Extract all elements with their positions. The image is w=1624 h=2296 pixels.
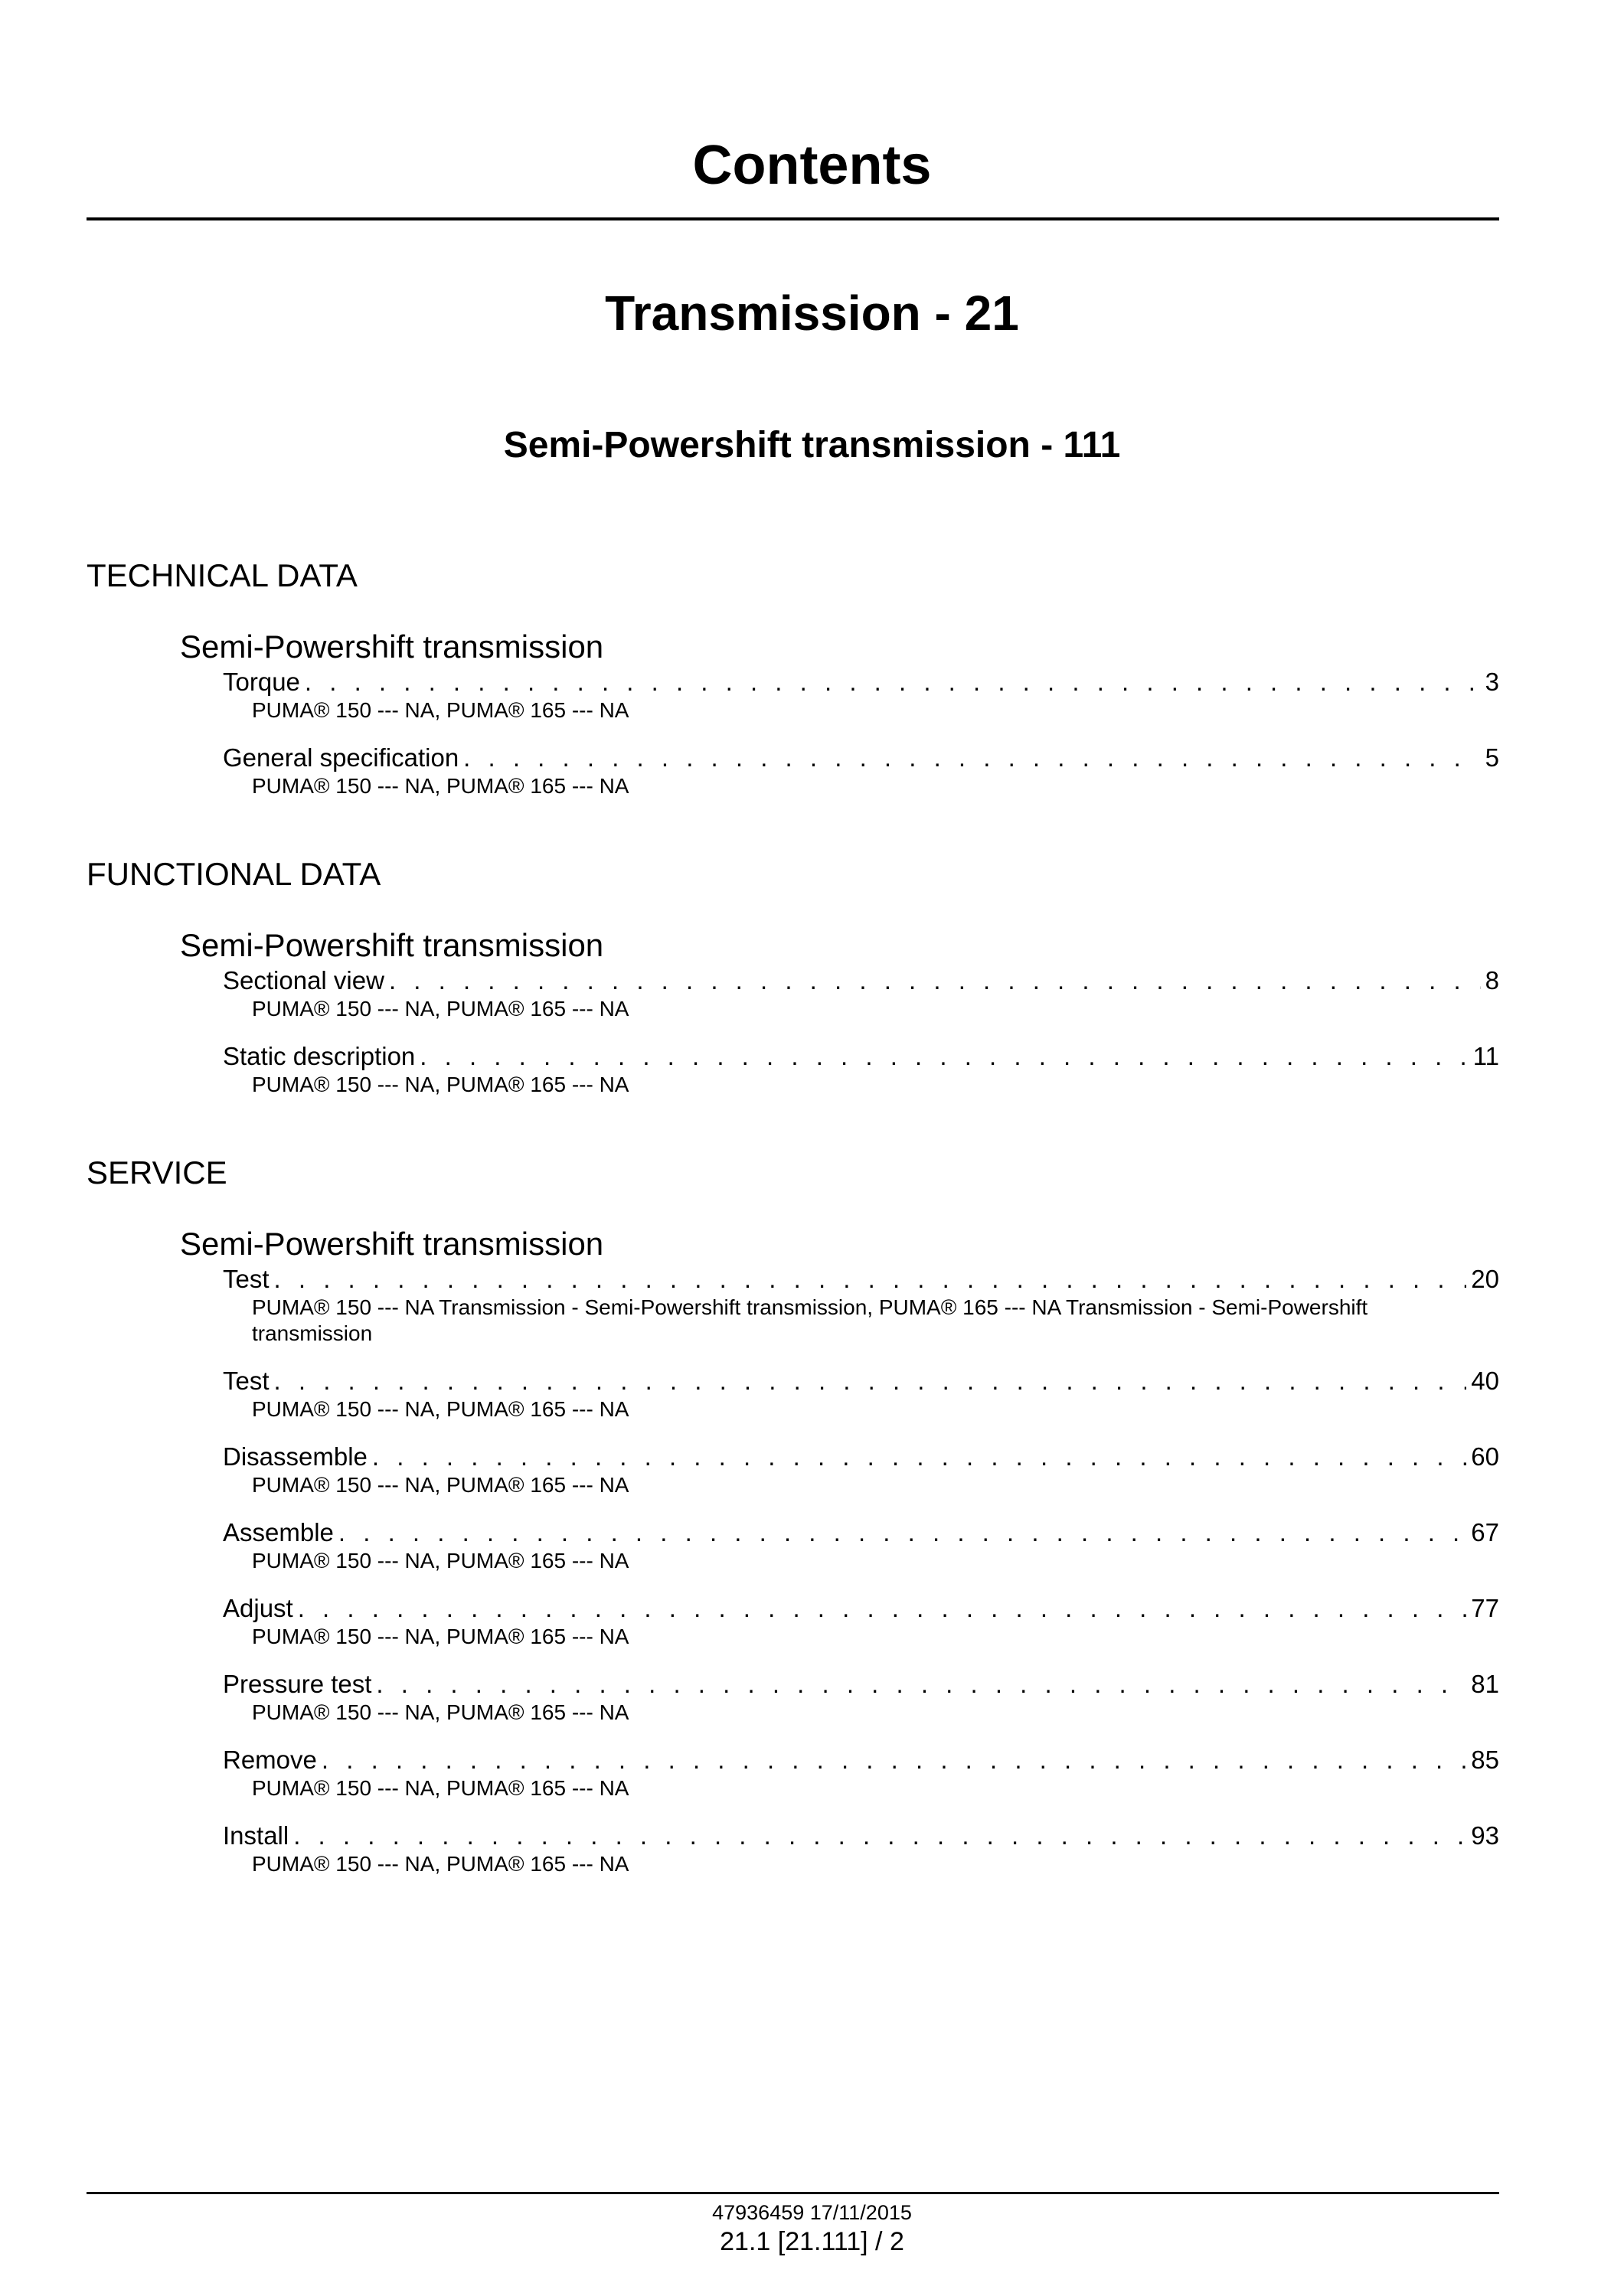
toc-part-technical-data [87,555,1499,799]
toc-entry-line [223,1442,1499,1472]
toc-entry[interactable] [223,743,1499,799]
toc-part-service [87,1152,1499,1877]
toc-entry-line [223,667,1499,697]
toc-entry[interactable] [223,1821,1499,1877]
toc-entry-title[interactable]: Assemble [223,1518,334,1546]
toc-entry[interactable] [223,1593,1499,1650]
toc-entry-title[interactable]: General specification [223,743,459,772]
footer-page-ref: 21.1 [21.111] / 2 [720,2227,904,2256]
dot-leader [298,1593,1467,1624]
table-of-contents [87,555,1499,1896]
toc-entry-title[interactable]: Adjust [223,1594,293,1622]
dot-leader [389,965,1481,996]
toc-entry-models: PUMA® 150 --- NA, PUMA® 165 --- NA [252,1700,629,1724]
toc-entry-title[interactable]: Test [223,1265,270,1293]
toc-entry[interactable] [223,1041,1499,1098]
group-heading: Semi-Powershift transmission [180,1226,604,1262]
toc-group [180,1224,1499,1877]
toc-entry[interactable] [223,1669,1499,1726]
toc-entry-page[interactable]: 11 [1472,1042,1499,1070]
toc-entry-line [223,1745,1499,1775]
toc-entry-title[interactable]: Torque [223,668,300,696]
toc-entry-title[interactable]: Install [223,1821,289,1850]
toc-entry-title[interactable]: Remove [223,1746,317,1774]
toc-entry-page[interactable]: 60 [1471,1442,1499,1471]
toc-entry-title[interactable]: Disassemble [223,1442,368,1471]
section-title: Semi-Powershift transmission - 111 [503,425,1121,465]
toc-entry-models: PUMA® 150 --- NA, PUMA® 165 --- NA [252,1852,629,1876]
dot-leader [274,1366,1467,1396]
toc-entry-line [223,1264,1499,1295]
toc-entry-line [223,1669,1499,1700]
toc-entry-models: PUMA® 150 --- NA, PUMA® 165 --- NA [252,1073,629,1096]
toc-entry[interactable] [223,1517,1499,1574]
part-spacer [87,1117,1499,1152]
footer-rule [87,2192,1499,2194]
toc-entry-page[interactable]: 67 [1471,1518,1499,1546]
toc-entry-line [223,1593,1499,1624]
footer-doc-code: 47936459 17/11/2015 [712,2201,912,2224]
toc-entry-page[interactable]: 81 [1471,1670,1499,1698]
toc-entry-models: PUMA® 150 --- NA, PUMA® 165 --- NA [252,1776,629,1800]
group-heading: Semi-Powershift transmission [180,927,604,963]
toc-entry-models: PUMA® 150 --- NA Transmission - Semi-Powershift transmission, PUMA® 165 --- NA Transmission - Semi-Powershift transmission [252,1295,1368,1345]
part-heading: SERVICE [87,1155,227,1190]
toc-entry-title[interactable]: Static description [223,1042,416,1070]
toc-entry-page[interactable]: 8 [1485,966,1499,994]
part-heading: FUNCTIONAL DATA [87,856,381,892]
toc-entry-models: PUMA® 150 --- NA, PUMA® 165 --- NA [252,1625,629,1648]
toc-entry-line [223,1366,1499,1396]
dot-leader [376,1669,1466,1700]
dot-leader [322,1745,1466,1775]
toc-entry-page[interactable]: 3 [1485,668,1499,696]
toc-entry-page[interactable]: 93 [1471,1821,1499,1850]
toc-entry-page[interactable]: 20 [1471,1265,1499,1293]
toc-entry-title[interactable]: Sectional view [223,966,384,994]
toc-entry-page[interactable]: 85 [1471,1746,1499,1774]
toc-entry-page[interactable]: 77 [1471,1594,1499,1622]
toc-entry-page[interactable]: 40 [1471,1367,1499,1395]
toc-entry-line [223,1041,1499,1072]
toc-entry[interactable] [223,965,1499,1022]
toc-entry[interactable] [223,1745,1499,1801]
toc-entry-models: PUMA® 150 --- NA, PUMA® 165 --- NA [252,698,629,722]
toc-entry-models: PUMA® 150 --- NA, PUMA® 165 --- NA [252,1549,629,1573]
toc-entry-line [223,965,1499,996]
dot-leader [293,1821,1466,1851]
toc-entry[interactable] [223,1442,1499,1498]
dot-leader [338,1517,1466,1548]
toc-part-functional-data [87,854,1499,1098]
part-spacer [87,818,1499,854]
toc-group [180,926,1499,1098]
toc-entry[interactable] [223,1264,1499,1347]
dot-leader [305,667,1481,697]
dot-leader [274,1264,1467,1295]
toc-entry[interactable] [223,667,1499,723]
toc-entry-models: PUMA® 150 --- NA, PUMA® 165 --- NA [252,774,629,798]
toc-entry-page[interactable]: 5 [1485,743,1499,772]
dot-leader [463,743,1480,773]
group-heading: Semi-Powershift transmission [180,629,604,665]
dot-leader [372,1442,1466,1472]
toc-entry-line [223,1517,1499,1548]
toc-group [180,627,1499,799]
toc-entry-line [223,743,1499,773]
toc-entry[interactable] [223,1366,1499,1422]
toc-entry-title[interactable]: Test [223,1367,270,1395]
toc-entry-models: PUMA® 150 --- NA, PUMA® 165 --- NA [252,1397,629,1421]
toc-entry-models: PUMA® 150 --- NA, PUMA® 165 --- NA [252,1473,629,1497]
dot-leader [420,1041,1468,1072]
toc-entry-models: PUMA® 150 --- NA, PUMA® 165 --- NA [252,997,629,1021]
page-title: Contents [692,135,932,196]
header-rule [87,217,1499,220]
chapter-title: Transmission - 21 [605,286,1019,341]
part-heading: TECHNICAL DATA [87,557,358,593]
toc-entry-title[interactable]: Pressure test [223,1670,372,1698]
toc-entry-line [223,1821,1499,1851]
